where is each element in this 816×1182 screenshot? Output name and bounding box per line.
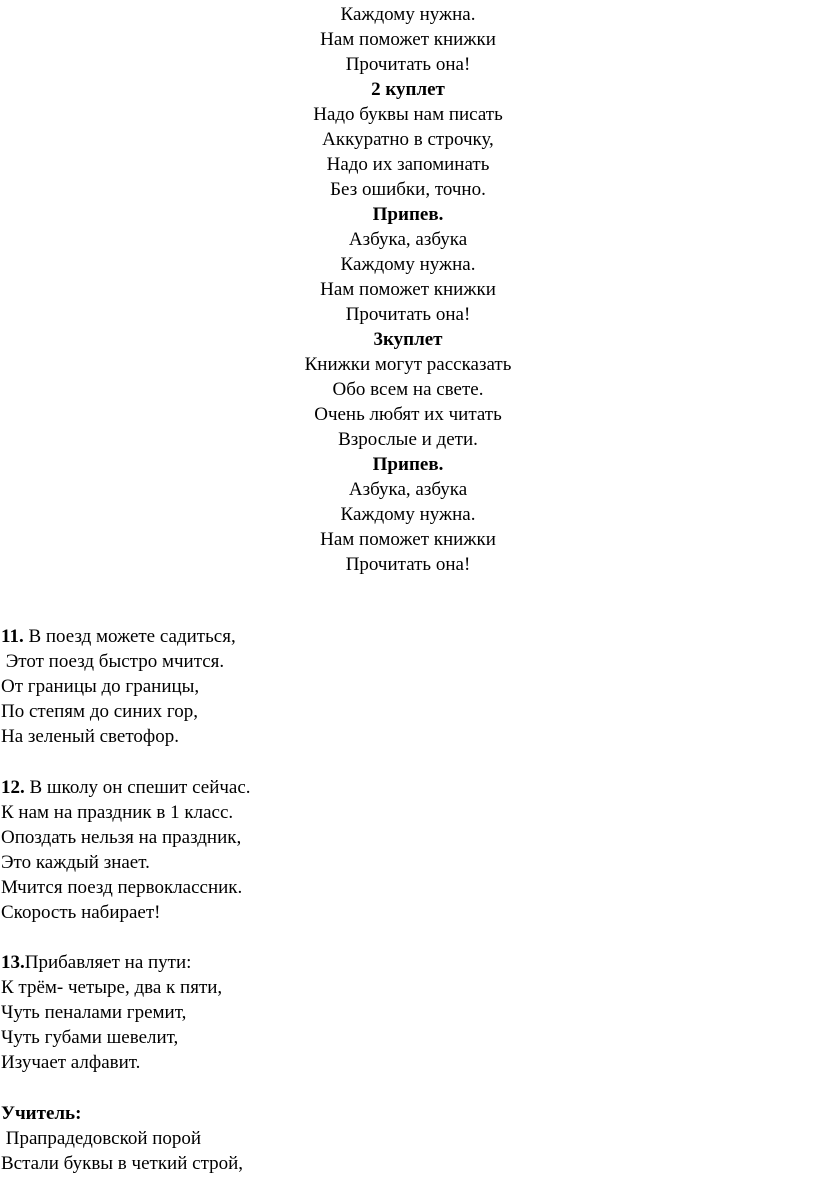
song-line: Взрослые и дети. [338, 429, 478, 450]
verse-heading: 2 куплет [371, 79, 445, 100]
poem-12 [1, 775, 801, 925]
song-line: Каждому нужна. [340, 504, 476, 525]
poems-section [1, 624, 801, 1176]
song-line: Нам поможет книжки [320, 529, 496, 550]
poem-line: Чуть пеналами гремит, [1, 1002, 187, 1023]
poem-line: От границы до границы, [1, 676, 200, 697]
poem-line: Этот поезд быстро мчится. [1, 651, 225, 672]
song-line: Каждому нужна. [340, 4, 476, 25]
chorus-heading: Припев. [372, 204, 444, 225]
song-line: Прочитать она! [345, 554, 471, 575]
poem-line: Опоздать нельзя на праздник, [1, 826, 242, 848]
poem-line: Изучает алфавит. [1, 1052, 141, 1073]
poem-text: В школу он спешит сейчас. [24, 776, 251, 798]
song-line: Прочитать она! [345, 304, 471, 325]
chorus-heading: Припев. [372, 454, 444, 475]
poem-11 [1, 624, 801, 749]
poem-number: 13. [1, 952, 25, 973]
poem-number: 12. [1, 776, 25, 798]
poem-line [1, 775, 801, 800]
song-line: Каждому нужна. [340, 254, 476, 275]
poem-line: На зеленый светофор. [1, 726, 179, 747]
teacher-label: Учитель: [1, 1102, 82, 1124]
poem-number: 11. [1, 626, 24, 647]
poem-line: Чуть губами шевелит, [1, 1027, 179, 1048]
song-line: Без ошибки, точно. [330, 179, 486, 200]
poem-text: Прибавляет на пути: [24, 952, 192, 973]
song-line: Прочитать она! [345, 54, 471, 75]
song-line: Обо всем на свете. [332, 379, 484, 400]
poem-13 [1, 950, 801, 1075]
song-line: Азбука, азбука [348, 479, 468, 500]
poem-text: В поезд можете садиться, [23, 626, 236, 647]
song-line: Нам поможет книжки [320, 29, 496, 50]
paragraph-gap [1, 749, 801, 775]
paragraph-gap [1, 925, 801, 951]
verse-heading: 3куплет [373, 329, 443, 350]
song-line: Нам поможет книжки [320, 279, 496, 300]
poem-line: Встали буквы в четкий строй, [1, 1152, 244, 1174]
song-lyrics [0, 2, 816, 577]
poem-line: Это каждый знает. [1, 851, 150, 873]
poem-line: Мчится поезд первоклассник. [1, 876, 243, 898]
song-line: Азбука, азбука [348, 229, 468, 250]
paragraph-gap [1, 1075, 801, 1101]
poem-line: К трём- четыре, два к пяти, [1, 977, 223, 998]
song-line: Очень любят их читать [314, 404, 502, 425]
song-line: Надо их запоминать [326, 154, 490, 175]
song-line: Надо буквы нам писать [313, 104, 503, 125]
song-line: Аккуратно в строчку, [322, 129, 494, 150]
song-line: Книжки могут рассказать [304, 354, 512, 375]
poem-line: Прапрадедовской порой [1, 1127, 202, 1149]
poem-line [1, 950, 801, 975]
teacher-section [1, 1101, 801, 1176]
poem-line: По степям до синих гор, [1, 701, 198, 722]
poem-line: Скорость набирает! [1, 901, 161, 923]
poem-line [1, 624, 801, 649]
poem-line: К нам на праздник в 1 класс. [1, 801, 234, 823]
